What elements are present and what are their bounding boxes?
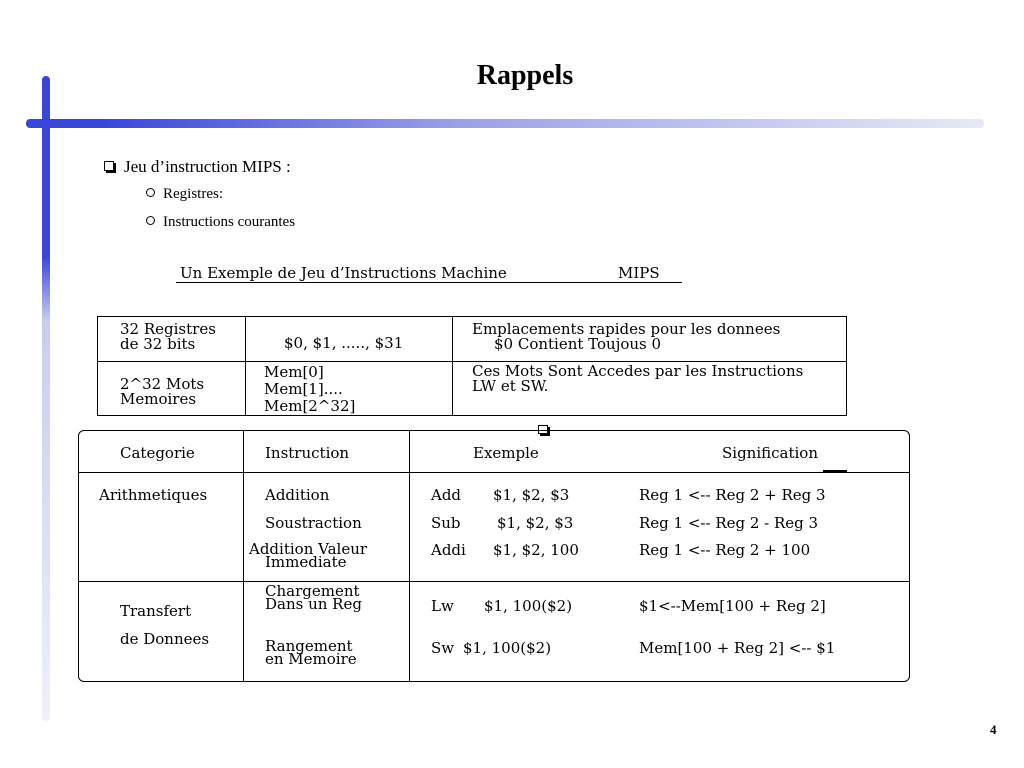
instruction-name: Addition Valeur Immediate — [249, 540, 368, 571]
table-divider — [79, 472, 909, 473]
exemple-args: $1, $2, $3 — [493, 486, 570, 504]
circle-bullet-icon — [146, 188, 155, 197]
header-signification: Signification — [722, 444, 818, 462]
table-divider — [243, 431, 244, 681]
cell-mem-list: Mem[0] Mem[1].... Mem[2^32] — [264, 363, 356, 415]
instruction-name: Soustraction — [265, 514, 362, 532]
instructions-table — [78, 430, 910, 682]
accent-horizontal-bar — [26, 119, 984, 128]
exemple-args: $1, 100($2) — [463, 639, 552, 657]
signification: Reg 1 <-- Reg 2 - Reg 3 — [639, 514, 819, 532]
sub-bullet-registres — [146, 186, 223, 203]
header-instruction: Instruction — [265, 444, 350, 462]
exemple-op: Sub — [431, 514, 461, 532]
exemple-args: $1, 100($2) — [484, 597, 573, 615]
category-arithmetiques: Arithmetiques — [99, 486, 208, 504]
signification: $1<--Mem[100 + Reg 2] — [639, 597, 826, 615]
signification: Mem[100 + Reg 2] <-- $1 — [639, 639, 836, 657]
header-categorie: Categorie — [120, 444, 195, 462]
sub-bullet-text: Instructions courantes — [163, 214, 296, 230]
figure-title-left: Un Exemple de Jeu d’Instructions Machine — [180, 264, 507, 282]
cell-register-list: $0, $1, ....., $31 — [284, 334, 404, 352]
accent-vertical-bar — [42, 76, 50, 721]
square-bullet-icon — [104, 161, 114, 171]
page-number: 4 — [990, 722, 997, 737]
exemple-op: Addi — [431, 541, 466, 559]
bullet-text: Jeu d’instruction MIPS : — [124, 157, 291, 176]
figure-title — [176, 264, 682, 283]
signification: Reg 1 <-- Reg 2 + Reg 3 — [639, 486, 826, 504]
category-transfert: Transfert de Donnees — [120, 602, 210, 648]
sub-bullet-text: Registres: — [163, 186, 223, 202]
cell-memoire-desc: Ces Mots Sont Accedes par les Instructions LW et SW. — [472, 362, 804, 395]
signification: Reg 1 <-- Reg 2 + 100 — [639, 541, 811, 559]
exemple-op: Sw — [431, 639, 455, 657]
instruction-name: Chargement Dans un Reg — [265, 582, 362, 613]
circle-bullet-icon — [146, 216, 155, 225]
table-divider — [409, 431, 410, 681]
instruction-name: Rangement en Memoire — [265, 637, 357, 668]
figure-title-right: MIPS — [618, 264, 660, 282]
exemple-args: $1, $2, 100 — [493, 541, 579, 559]
exemple-op: Add — [431, 486, 462, 504]
exemple-op: Lw — [431, 597, 454, 615]
instruction-name: Addition — [265, 486, 330, 504]
sub-bullet-instructions — [146, 214, 295, 231]
table-divider — [245, 317, 246, 415]
cell-mots-memoires: 2^32 Mots Memoires — [120, 375, 205, 408]
table-divider — [79, 581, 909, 582]
cell-registres-desc: Emplacements rapides pour les donnees $0 Contient Toujous 0 — [472, 320, 781, 353]
table-divider — [452, 317, 453, 415]
cell-registres: 32 Registres de 32 bits — [120, 320, 216, 353]
registers-memory-table — [97, 316, 847, 416]
header-exemple: Exemple — [473, 444, 539, 462]
dash-mark — [823, 470, 847, 472]
slide-title: Rappels — [476, 60, 574, 91]
exemple-args: $1, $2, $3 — [497, 514, 574, 532]
bullet-mips — [104, 157, 291, 177]
